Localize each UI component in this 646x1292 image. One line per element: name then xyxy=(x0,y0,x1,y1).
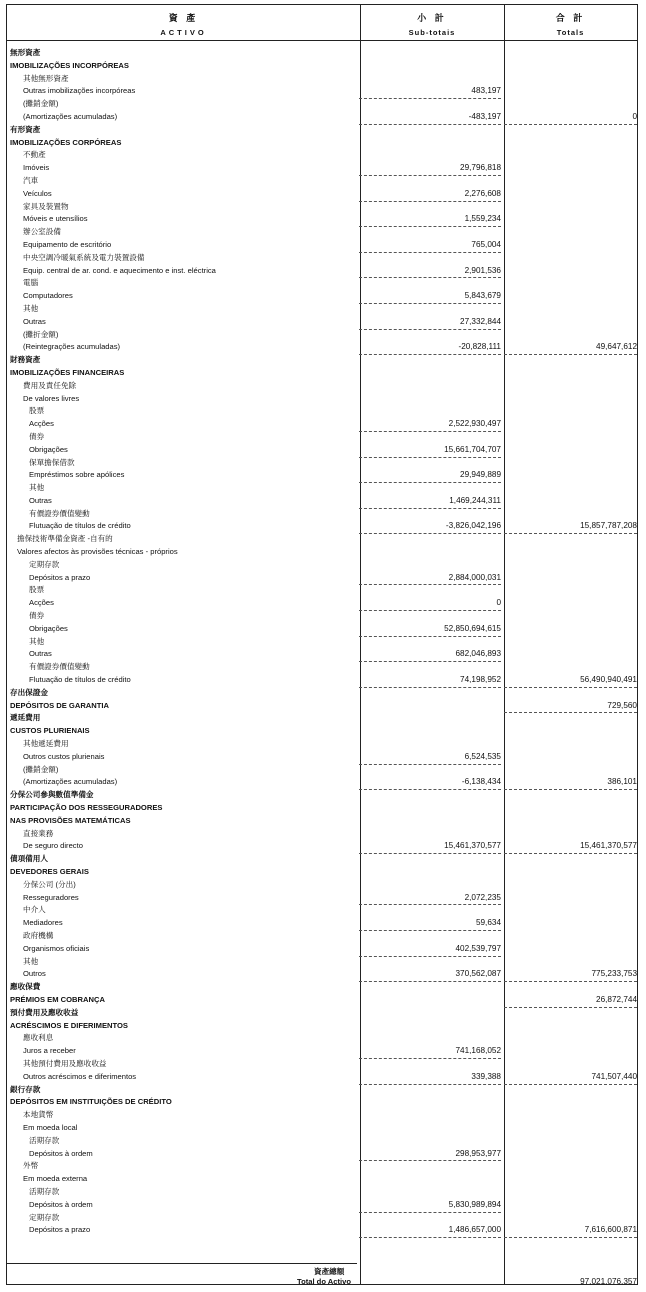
row-label: 財務資產 xyxy=(10,355,41,365)
table-row xyxy=(7,265,637,278)
table-row xyxy=(7,520,637,533)
subtotal-value: 2,901,536 xyxy=(359,265,501,279)
row-label: 擔保技術準備金資產 -自有的 xyxy=(17,534,113,544)
row-label: 有價證券價值變動 xyxy=(29,508,90,518)
table-row xyxy=(7,1071,637,1084)
table-row xyxy=(7,661,637,674)
row-label: Valores afectos às provisões técnicas - próprios xyxy=(17,547,178,557)
row-label: 分保公司 (分出) xyxy=(23,879,76,889)
row-label: 定期存款 xyxy=(29,559,60,569)
row-label: (Amortizações acumuladas) xyxy=(23,111,118,121)
row-label: 股票 xyxy=(29,406,45,416)
subtotal-value: 483,197 xyxy=(359,85,501,99)
row-label: 政府機構 xyxy=(23,930,54,940)
table-row xyxy=(7,290,637,303)
table-row xyxy=(7,1186,637,1199)
table-row xyxy=(7,968,637,981)
total-value: 15,461,370,577 xyxy=(504,840,637,854)
subtotal-value: 27,332,844 xyxy=(359,316,501,330)
row-label: Obrigações xyxy=(29,623,68,633)
row-label: De seguro directo xyxy=(23,841,83,851)
table-row xyxy=(7,559,637,572)
row-label: 其他 xyxy=(23,303,39,313)
table-row xyxy=(7,917,637,930)
table-row xyxy=(7,213,637,226)
table-row xyxy=(7,85,637,98)
total-value: 15,857,787,208 xyxy=(504,520,637,534)
subtotal-value: 402,539,797 xyxy=(359,943,501,957)
total-value: 56,490,940,491 xyxy=(504,674,637,688)
table-row xyxy=(7,60,637,73)
subtotal-value: 15,661,704,707 xyxy=(359,444,501,458)
total-value: 97,021,076,357 xyxy=(580,1277,637,1286)
table-row xyxy=(7,226,637,239)
table-row xyxy=(7,111,637,124)
row-label: PRÉMIOS EM COBRANÇA xyxy=(10,994,105,1004)
table-row xyxy=(7,393,637,406)
row-label: 家具及裝置物 xyxy=(23,201,69,211)
table-row xyxy=(7,994,637,1007)
row-label: IMOBILIZAÇÕES INCORPÓREAS xyxy=(10,60,129,70)
subtotal-value: 339,388 xyxy=(359,1071,501,1085)
row-label: DEPÓSITOS DE GARANTIA xyxy=(10,700,110,710)
table-row xyxy=(7,879,637,892)
row-label: Juros a receber xyxy=(23,1046,76,1056)
header-totals xyxy=(504,5,637,40)
table-row xyxy=(7,789,637,802)
table-row xyxy=(7,1122,637,1135)
table-row xyxy=(7,418,637,431)
table-row xyxy=(7,1058,637,1071)
header-totals-zh: 合 計 xyxy=(555,13,586,23)
table-row xyxy=(7,405,637,418)
row-label: 有形資產 xyxy=(10,124,41,134)
subtotal-value: 29,949,889 xyxy=(359,469,501,483)
table-row xyxy=(7,495,637,508)
row-label: 其他預付費用及應收收益 xyxy=(23,1058,107,1068)
table-row xyxy=(7,648,637,661)
row-label: (Reintegrações acumuladas) xyxy=(23,342,121,352)
table-row xyxy=(7,1045,637,1058)
row-label: 存出保證金 xyxy=(10,687,48,697)
total-value: 0 xyxy=(504,111,637,125)
subtotal-value: 1,559,234 xyxy=(359,213,501,227)
row-label: 辦公室設備 xyxy=(23,227,61,237)
row-label: 中介人 xyxy=(23,905,46,915)
subtotal-value: 682,046,893 xyxy=(359,648,501,662)
table-row xyxy=(7,73,637,86)
row-label: Outras imobilizações incorpóreas xyxy=(23,86,136,96)
table-row xyxy=(7,431,637,444)
subtotal-value: 2,276,608 xyxy=(359,188,501,202)
table-row xyxy=(7,738,637,751)
table-row xyxy=(7,815,637,828)
subtotal-value: 741,168,052 xyxy=(359,1045,501,1059)
table-row xyxy=(7,687,637,700)
row-label: Imóveis xyxy=(23,163,50,173)
row-label: NAS PROVISÕES MATEMÁTICAS xyxy=(10,815,131,825)
table-row xyxy=(7,828,637,841)
header-totals-pt: Totals xyxy=(556,28,585,37)
total-value: 729,560 xyxy=(504,700,637,714)
subtotal-value: 0 xyxy=(359,597,501,611)
row-label: Equipamento de escritório xyxy=(23,239,112,249)
subtotal-value: 74,198,952 xyxy=(359,674,501,688)
table-row xyxy=(7,1224,637,1237)
table-row xyxy=(7,354,637,367)
subtotal-value: 59,634 xyxy=(359,917,501,931)
row-label: 費用及責任免除 xyxy=(23,380,77,390)
table-row xyxy=(7,1032,637,1045)
table-row xyxy=(7,457,637,470)
row-label: 其他遞延費用 xyxy=(23,739,69,749)
table-row xyxy=(7,597,637,610)
row-label: CUSTOS PLURIENAIS xyxy=(10,726,90,736)
row-label: PARTICIPAÇÃO DOS RESSEGURADORES xyxy=(10,803,163,813)
table-row xyxy=(7,533,637,546)
table-row xyxy=(7,764,637,777)
table-row xyxy=(7,930,637,943)
table-row xyxy=(7,1007,637,1020)
table-row xyxy=(7,712,637,725)
header-activo xyxy=(7,5,360,40)
total-value: 26,872,744 xyxy=(504,994,637,1008)
table-row xyxy=(7,892,637,905)
table-row xyxy=(7,1199,637,1212)
table-row xyxy=(7,124,637,137)
table-row xyxy=(7,1173,637,1186)
row-label: Outras xyxy=(23,316,46,326)
table-row xyxy=(7,1135,637,1148)
table-row xyxy=(7,1109,637,1122)
table-row xyxy=(7,201,637,214)
row-label: Mediadores xyxy=(23,918,63,928)
row-label: 其他 xyxy=(29,636,45,646)
row-label: Flutuação de títulos de crédito xyxy=(29,675,131,685)
subtotal-value: 370,562,087 xyxy=(359,968,501,982)
row-label: Veículos xyxy=(23,188,52,198)
row-label: Em moeda local xyxy=(23,1122,78,1132)
row-label: Organismos oficiais xyxy=(23,943,90,953)
table-row xyxy=(7,188,637,201)
subtotal-value: -483,197 xyxy=(359,111,501,125)
table-row xyxy=(7,175,637,188)
table-row xyxy=(7,584,637,597)
total-value: 775,233,753 xyxy=(504,968,637,982)
row-label: Móveis e utensílios xyxy=(23,214,88,224)
total-value: 386,101 xyxy=(504,776,637,790)
table-row xyxy=(7,469,637,482)
total-value: 741,507,440 xyxy=(504,1071,637,1085)
table-row xyxy=(7,482,637,495)
row-label: 其他 xyxy=(29,483,45,493)
row-label: 其他無形資產 xyxy=(23,73,69,83)
row-label: Outros xyxy=(23,969,46,979)
row-label: 銀行存款 xyxy=(10,1084,41,1094)
row-label: Acções xyxy=(29,598,54,608)
table-row xyxy=(7,700,637,713)
row-label: (攤折金額) xyxy=(23,329,59,339)
subtotal-value: 5,843,679 xyxy=(359,290,501,304)
row-label: 無形資產 xyxy=(10,48,41,57)
subtotal-value: 52,850,694,615 xyxy=(359,623,501,637)
row-label: 本地貨幣 xyxy=(23,1110,54,1120)
table-row xyxy=(7,329,637,342)
subtotal-value: -20,828,111 xyxy=(359,341,501,355)
row-label: ACRÉSCIMOS E DIFERIMENTOS xyxy=(10,1020,128,1030)
row-label: Depósitos a prazo xyxy=(29,1225,91,1235)
subtotal-value: 29,796,818 xyxy=(359,162,501,176)
row-label: 有價證券價值變動 xyxy=(29,662,90,672)
table-row xyxy=(7,1020,637,1033)
table-row xyxy=(7,1212,637,1225)
table-row xyxy=(7,546,637,559)
row-label: Depósitos à ordem xyxy=(29,1199,93,1209)
row-label: IMOBILIZAÇÕES CORPÓREAS xyxy=(10,137,122,147)
subtotal-value: -3,826,042,196 xyxy=(359,520,501,534)
table-row xyxy=(7,380,637,393)
total-value: 7,616,600,871 xyxy=(504,1224,637,1238)
table-row xyxy=(7,1148,637,1161)
subtotal-value: 1,486,657,000 xyxy=(359,1224,501,1238)
row-label: 應收保費 xyxy=(10,982,41,992)
table-row xyxy=(7,277,637,290)
table-row xyxy=(7,1084,637,1097)
row-label: Outros custos plurienais xyxy=(23,751,105,761)
table-row xyxy=(7,316,637,329)
table-row xyxy=(7,149,637,162)
header-divider xyxy=(7,40,637,41)
table-row xyxy=(7,444,637,457)
row-label: 遞延費用 xyxy=(10,713,41,723)
row-label: 其他 xyxy=(23,956,39,966)
row-label: 債券 xyxy=(29,611,45,621)
row-label: Flutuação de títulos de crédito xyxy=(29,521,131,531)
row-label: Computadores xyxy=(23,291,73,301)
row-label: 定期存款 xyxy=(29,1212,60,1222)
row-label: Depósitos à ordem xyxy=(29,1148,93,1158)
subtotal-value: 2,884,000,031 xyxy=(359,572,501,586)
row-label: IMOBILIZAÇÕES FINANCEIRAS xyxy=(10,367,125,377)
total-label-zh: 資產總額 xyxy=(314,1267,345,1276)
subtotal-value: 15,461,370,577 xyxy=(359,840,501,854)
table-row xyxy=(7,162,637,175)
table-row xyxy=(7,981,637,994)
row-label: DEVEDORES GERAIS xyxy=(10,867,89,876)
row-label: 債項備用人 xyxy=(10,854,48,864)
table-row xyxy=(7,866,637,879)
table-row xyxy=(7,98,637,111)
header-activo-pt: ACTIVO xyxy=(160,28,207,37)
row-label: 不動產 xyxy=(23,150,46,160)
row-label: Obrigações xyxy=(29,444,68,454)
subtotal-value: -6,138,434 xyxy=(359,776,501,790)
row-label: 股票 xyxy=(29,585,45,595)
row-label: (Amortizações acumuladas) xyxy=(23,777,118,787)
row-label: 中央空調冷暖氣系統及電力裝置設備 xyxy=(23,252,145,262)
table-row xyxy=(7,674,637,687)
row-label: 應收利息 xyxy=(23,1033,54,1043)
subtotal-value: 6,524,535 xyxy=(359,751,501,765)
table-row xyxy=(7,137,637,150)
table-row xyxy=(7,252,637,265)
table-row xyxy=(7,572,637,585)
row-label: Equip. central de ar. cond. e aquecimento e inst. eléctrica xyxy=(23,265,216,275)
subtotal-value: 1,469,244,311 xyxy=(359,495,501,509)
table-row xyxy=(7,1096,637,1109)
table-row xyxy=(7,239,637,252)
subtotal-value: 5,830,989,894 xyxy=(359,1199,501,1213)
row-label: Outras xyxy=(29,495,52,505)
row-label: Em moeda externa xyxy=(23,1174,88,1184)
footer-divider xyxy=(7,1263,357,1264)
header-subtotals-pt: Sub-totais xyxy=(408,28,456,37)
row-label: 汽車 xyxy=(23,175,39,185)
row-label: 預付費用及應收收益 xyxy=(10,1007,79,1017)
table-row xyxy=(7,776,637,789)
table-row xyxy=(7,802,637,815)
row-label: (攤銷金額) xyxy=(23,99,59,109)
row-label: 分保公司參與數值準備金 xyxy=(10,790,94,800)
header-activo-zh: 資 產 xyxy=(168,13,199,23)
subtotal-value: 298,953,977 xyxy=(359,1148,501,1162)
row-label: Outros acréscimos e diferimentos xyxy=(23,1071,137,1081)
row-label: 保單擔保借款 xyxy=(29,457,75,467)
row-label: 債券 xyxy=(29,431,45,441)
total-label-pt: Total do Activo xyxy=(297,1277,351,1286)
table-row xyxy=(7,1160,637,1173)
table-row xyxy=(7,508,637,521)
table-row xyxy=(7,956,637,969)
row-label: De valores livres xyxy=(23,393,80,403)
table-row xyxy=(7,904,637,917)
subtotal-value: 765,004 xyxy=(359,239,501,253)
header-subtotals-zh: 小 計 xyxy=(417,13,447,23)
table-row xyxy=(7,367,637,380)
subtotal-value: 2,072,235 xyxy=(359,892,501,906)
table-row xyxy=(7,623,637,636)
table-row xyxy=(7,840,637,853)
row-label: Acções xyxy=(29,419,54,429)
table-row xyxy=(7,47,637,60)
row-label: Depósitos a prazo xyxy=(29,572,91,582)
header-subtotals xyxy=(360,5,504,40)
table-row xyxy=(7,610,637,623)
row-label: Outras xyxy=(29,649,52,659)
table-row xyxy=(7,636,637,649)
row-label: 電腦 xyxy=(23,278,39,288)
row-label: 活期存款 xyxy=(29,1135,60,1145)
table-row xyxy=(7,751,637,764)
table-row xyxy=(7,943,637,956)
total-value: 49,647,612 xyxy=(504,341,637,355)
table-row xyxy=(7,725,637,738)
row-label: 直接業務 xyxy=(23,828,54,838)
table-row xyxy=(7,341,637,354)
row-label: (攤銷金額) xyxy=(23,764,59,774)
row-label: Empréstimos sobre apólices xyxy=(29,470,125,480)
balance-sheet-table xyxy=(6,4,638,1285)
table-body xyxy=(7,47,637,1237)
subtotal-value: 2,522,930,497 xyxy=(359,418,501,432)
table-row xyxy=(7,853,637,866)
row-label: 外幣 xyxy=(23,1161,39,1171)
row-label: 活期存款 xyxy=(29,1186,60,1196)
row-label: Resseguradores xyxy=(23,892,79,902)
row-label: DEPÓSITOS EM INSTITUIÇÕES DE CRÉDITO xyxy=(10,1097,172,1107)
table-row xyxy=(7,303,637,316)
